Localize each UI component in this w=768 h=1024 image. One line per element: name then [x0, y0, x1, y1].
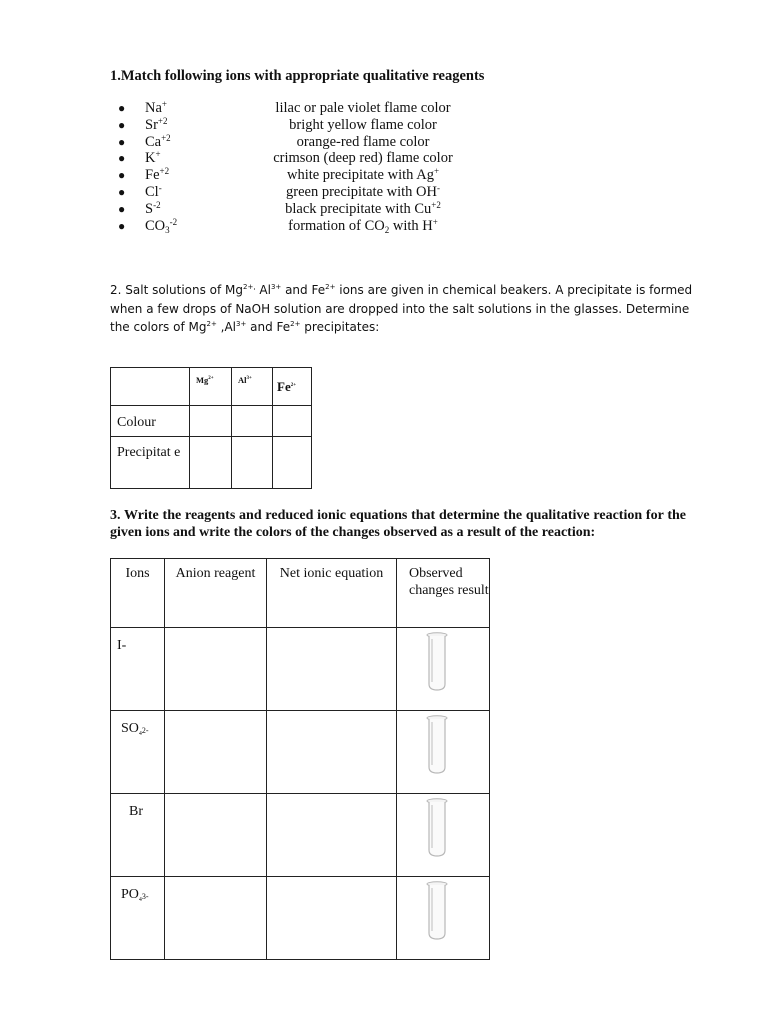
header-mg-label: Mg — [196, 375, 209, 385]
answer-cell[interactable] — [267, 711, 397, 794]
reagent-description — [248, 100, 478, 117]
ion-name — [145, 100, 167, 117]
reagent-description-text: black precipitate with Cu — [285, 200, 432, 217]
ion-match-item — [118, 117, 538, 134]
ion-name — [145, 150, 161, 167]
q2-superscript: 2+ — [206, 320, 217, 328]
reagent-charge: + — [433, 166, 440, 177]
ion-charge: -2 — [169, 216, 178, 227]
answer-cell[interactable] — [273, 406, 312, 437]
reagent-description-text: lilac or pale violet flame color — [275, 100, 451, 116]
reagent-description — [248, 117, 478, 134]
ion-subscript: 4 — [138, 897, 142, 903]
test-tube-icon — [425, 881, 449, 941]
reagent-description-text: with H — [389, 217, 433, 234]
reagent-subscript: 2 — [384, 224, 390, 235]
ion-symbol: K — [145, 150, 156, 167]
ion-match-item — [118, 201, 538, 218]
answer-cell[interactable] — [165, 628, 267, 711]
ion-match-item — [118, 150, 538, 167]
ion-subscript: 3 — [165, 224, 170, 235]
reagent-description-text: green precipitate with OH — [286, 183, 437, 200]
ion-charge: +2 — [159, 166, 170, 177]
reagent-charge: +2 — [431, 199, 441, 210]
q2-text-part: and Fe — [246, 320, 291, 334]
q2-text-part: precipitates: — [300, 320, 380, 334]
ion-match-list — [118, 100, 538, 234]
reagent-description — [248, 134, 478, 151]
bullet-icon: ● — [118, 101, 126, 115]
ion-charge: + — [161, 99, 167, 109]
ion-charge: 3- — [141, 892, 149, 901]
bullet-icon: ● — [118, 201, 126, 216]
ion-label: PO — [121, 887, 139, 902]
q2-text-part: Al — [255, 283, 271, 297]
q2-superscript: 2+ — [325, 283, 336, 291]
answer-cell[interactable] — [273, 437, 312, 489]
ion-match-item — [118, 134, 538, 151]
header-observed-changes: Observed changes result — [397, 559, 490, 628]
header-net-ionic-equation: Net ionic equation — [267, 559, 397, 628]
answer-cell[interactable] — [165, 877, 267, 960]
reagent-description — [248, 201, 478, 218]
ion-name — [145, 134, 171, 151]
question-2-text — [110, 281, 710, 337]
ion-match-item — [118, 167, 538, 184]
test-tube-icon — [425, 715, 449, 775]
ion-reaction-table — [110, 558, 490, 960]
row-label-precipitate-text: Precipitat e — [117, 445, 181, 460]
ion-name — [145, 184, 162, 201]
header-mg — [190, 368, 232, 406]
header-al — [232, 368, 273, 406]
observed-cell[interactable] — [397, 711, 490, 794]
precipitate-color-table — [110, 367, 312, 489]
header-al-charge: 3+ — [246, 376, 252, 381]
reagent-description-text: formation of CO — [288, 217, 385, 234]
answer-cell[interactable] — [232, 437, 273, 489]
q2-superscript: 3+ — [235, 320, 247, 328]
reagent-description-text: bright yellow flame color — [289, 116, 437, 133]
question-1-title: 1.Match following ions with appropriate qualitative reagents — [110, 68, 485, 84]
header-al-label: Al — [238, 375, 247, 385]
answer-cell[interactable] — [267, 628, 397, 711]
answer-cell[interactable] — [190, 406, 232, 437]
ion-symbol: Cl — [145, 183, 159, 200]
bullet-icon: ● — [118, 184, 126, 199]
q2-superscript: 2+, — [243, 283, 256, 291]
answer-cell[interactable] — [267, 877, 397, 960]
header-ions: Ions — [111, 559, 165, 628]
ion-name — [145, 167, 169, 184]
q2-text-part: ions are given in chemical beakers. A precipitate is formed when a few drops of NaOH solution are dropped into the salt solutions in the glasses. Determine the colors of Mg — [110, 283, 693, 334]
ion-name — [145, 218, 177, 235]
header-anion-reagent: Anion reagent — [165, 559, 267, 628]
answer-cell[interactable] — [232, 406, 273, 437]
bullet-icon: ● — [118, 134, 126, 149]
reagent-description-text: orange-red flame color — [296, 133, 430, 150]
q2-superscript: 2+ — [290, 320, 301, 328]
ion-symbol: Fe — [145, 167, 160, 184]
ion-iodide — [111, 628, 165, 711]
ion-match-item — [118, 218, 538, 235]
bullet-icon: ● — [118, 117, 126, 132]
ion-symbol: CO — [145, 217, 166, 234]
observed-cell[interactable] — [397, 628, 490, 711]
ion-phosphate — [111, 877, 165, 960]
ion-symbol: Ca — [145, 133, 162, 150]
ion-bromide — [111, 794, 165, 877]
ion-charge: +2 — [157, 115, 168, 126]
row-label-precipitate — [111, 437, 190, 489]
bullet-icon: ● — [118, 218, 126, 233]
answer-cell[interactable] — [165, 794, 267, 877]
reagent-description — [248, 150, 478, 167]
ion-charge: 2- — [141, 726, 149, 735]
reagent-charge: + — [432, 216, 438, 227]
reagent-description — [248, 184, 478, 201]
bullet-icon: ● — [118, 151, 126, 166]
reagent-description-text: white precipitate with Ag — [286, 167, 434, 184]
row-label-colour: Colour — [111, 406, 190, 437]
ion-charge: +2 — [161, 132, 171, 143]
ion-charge: - — [158, 182, 162, 193]
answer-cell[interactable] — [190, 437, 232, 489]
ion-name — [145, 117, 167, 134]
ion-charge: + — [155, 149, 161, 160]
answer-cell[interactable] — [267, 794, 397, 877]
test-tube-icon — [425, 632, 449, 692]
q2-text-part: 2. Salt solutions of Mg — [110, 283, 244, 297]
header-fe-label: Fe — [277, 378, 291, 394]
ion-name — [145, 201, 161, 218]
q2-superscript: 3+ — [270, 283, 282, 291]
ion-symbol: Sr — [145, 116, 158, 133]
table-corner-cell — [111, 368, 190, 406]
ion-match-item — [118, 184, 538, 201]
reagent-description — [248, 218, 478, 235]
bullet-icon: ● — [118, 168, 126, 183]
ion-subscript: 4 — [138, 731, 142, 737]
header-fe — [273, 368, 312, 406]
ion-label: Br — [129, 804, 143, 819]
q2-text-part: and Fe — [281, 283, 326, 297]
ion-symbol: Na — [145, 100, 162, 116]
observed-cell[interactable] — [397, 794, 490, 877]
ion-charge: -2 — [153, 199, 161, 210]
reagent-charge: - — [436, 182, 440, 193]
header-fe-charge: 2+ — [290, 382, 297, 388]
ion-label: I- — [117, 638, 127, 653]
reagent-description — [248, 167, 478, 184]
ion-match-item — [118, 100, 538, 117]
test-tube-icon — [425, 798, 449, 858]
header-mg-charge: 2+ — [208, 376, 214, 381]
reagent-description-text: crimson (deep red) flame color — [273, 150, 453, 167]
answer-cell[interactable] — [165, 711, 267, 794]
observed-cell[interactable] — [397, 877, 490, 960]
q2-text-part: ,Al — [216, 320, 236, 334]
question-3-text: 3. Write the reagents and reduced ionic equations that determine the qualitative reaction for the given ions and write the colors of the changes observed as a result of the reaction: — [110, 508, 686, 540]
ion-sulfate — [111, 711, 165, 794]
ion-symbol: S — [145, 200, 154, 217]
ion-label: SO — [121, 721, 139, 736]
